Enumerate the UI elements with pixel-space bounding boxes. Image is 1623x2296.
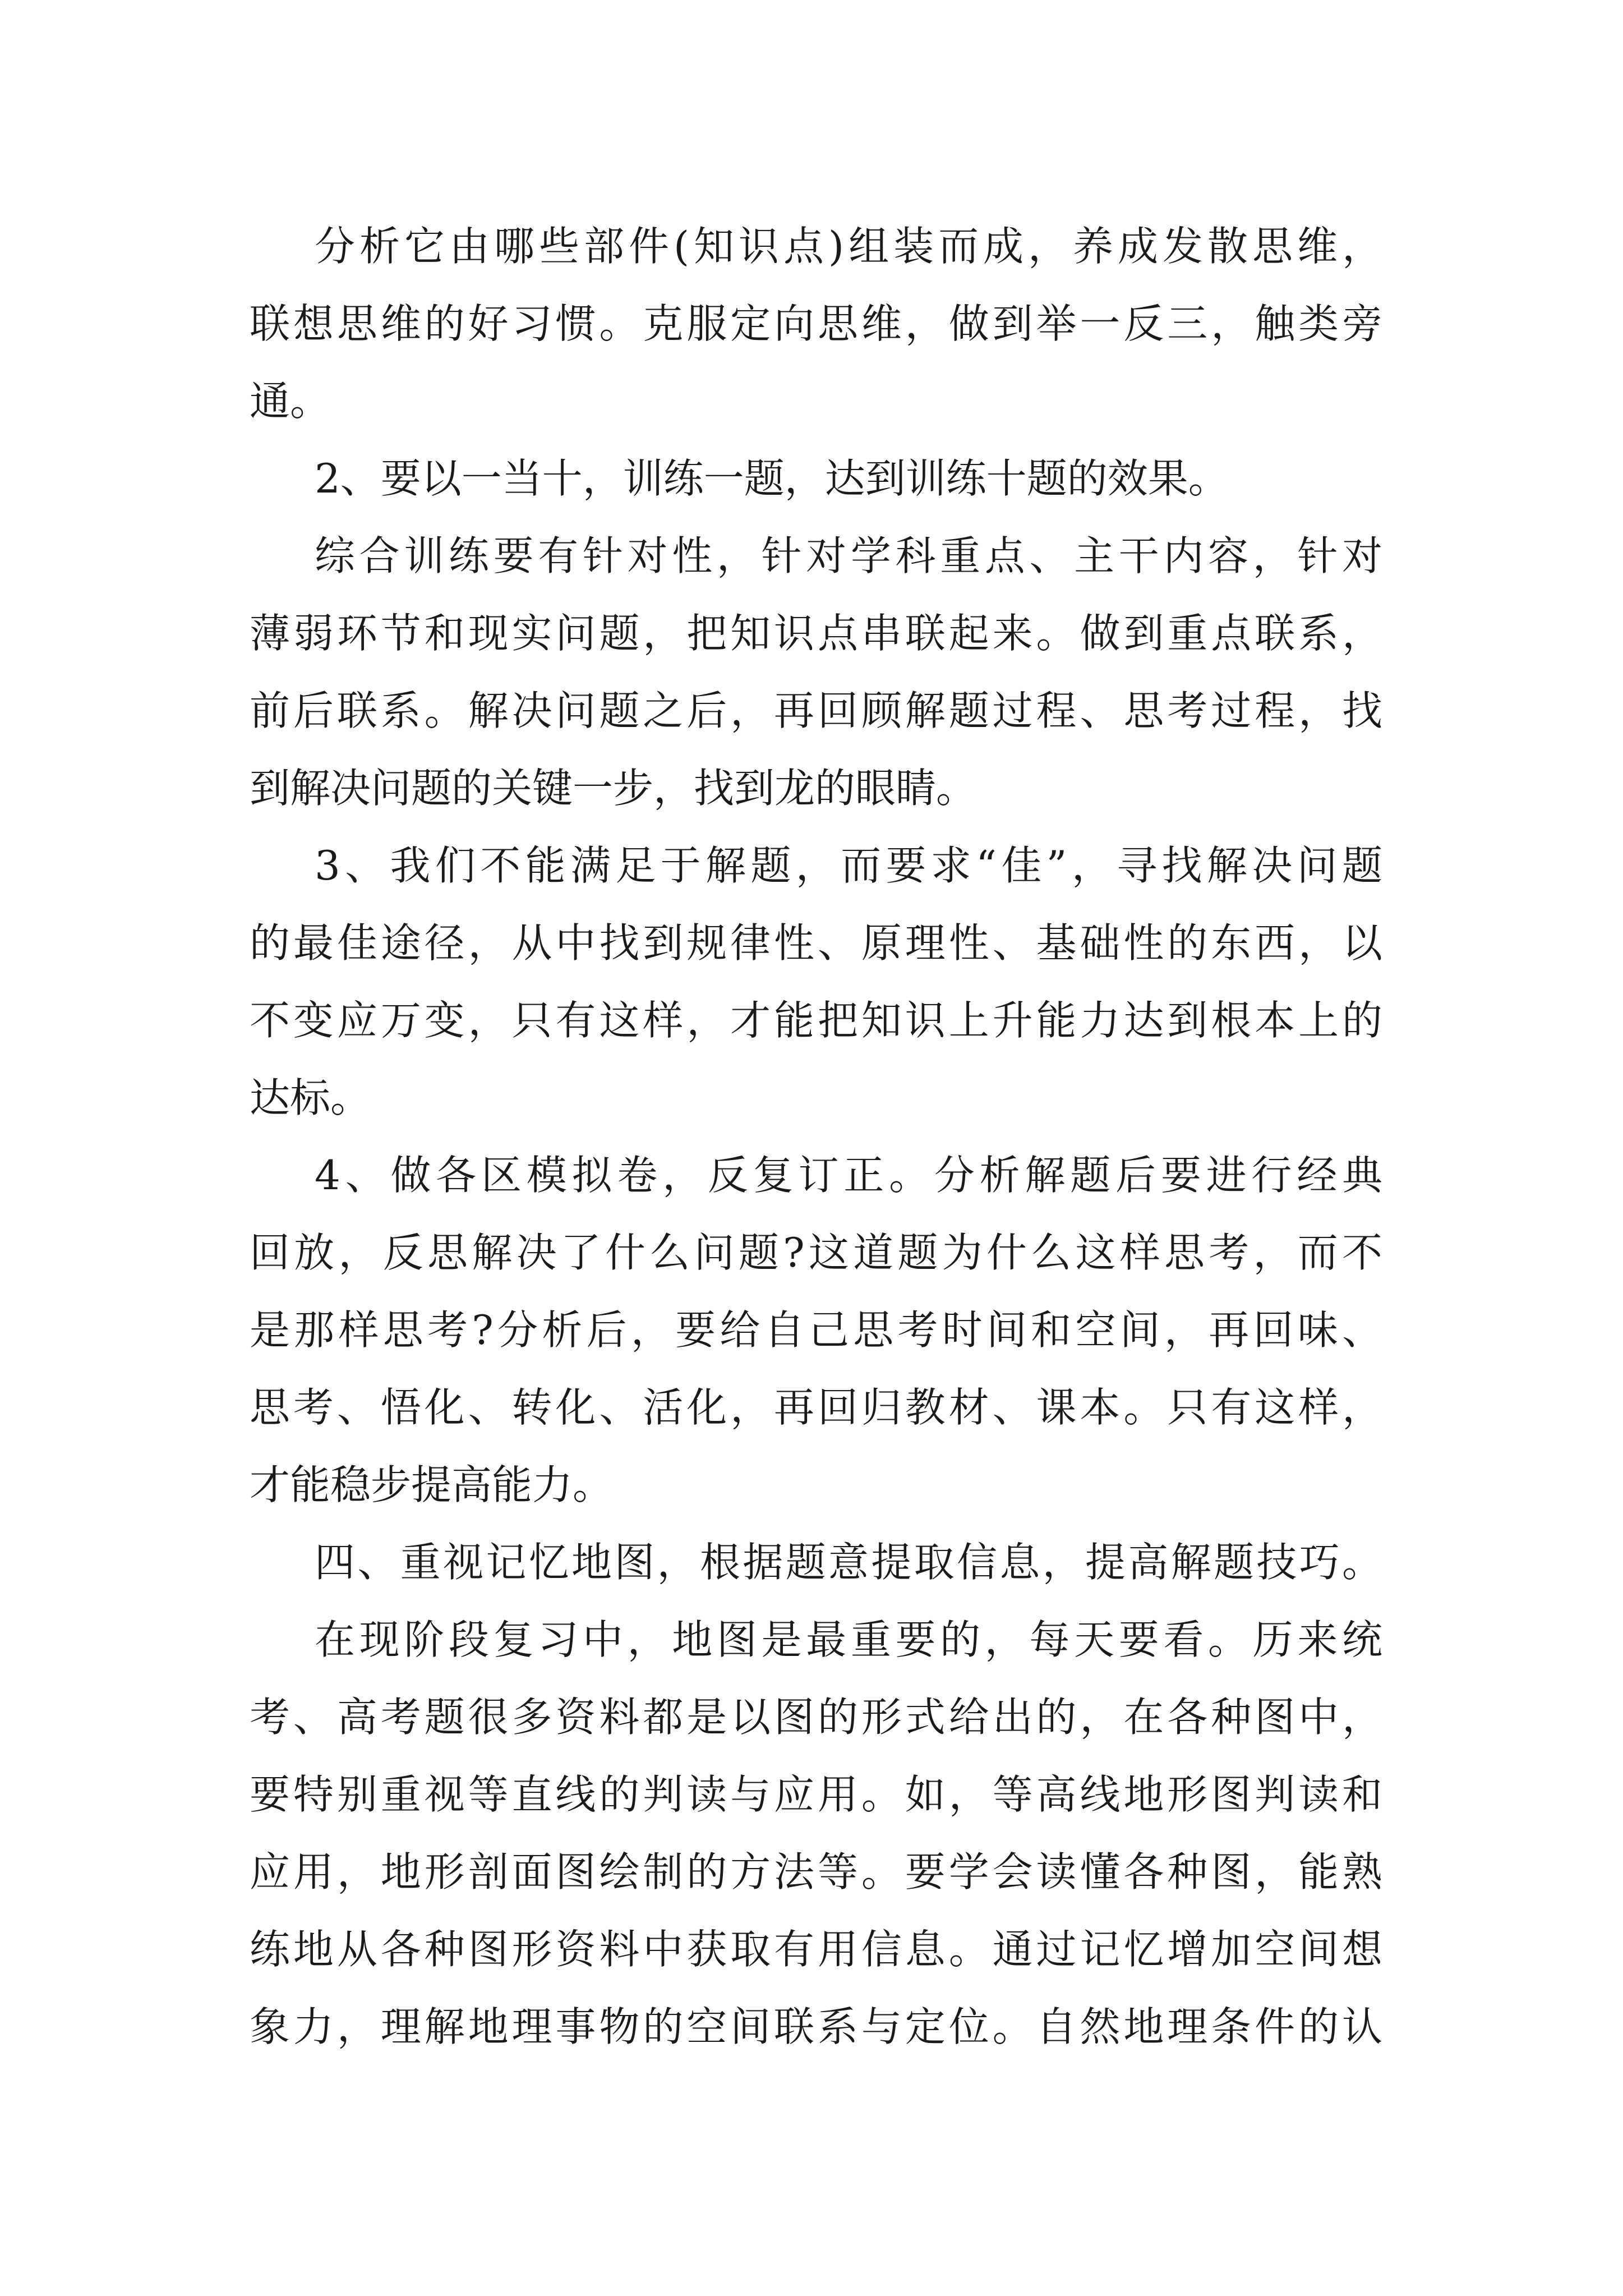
text-line: 要特别重视等直线的判读与应用。如，等高线地形图判读和: [250, 1771, 1382, 1818]
text-line: 是那样思考?分析后，要给自己思考时间和空间，再回味、: [250, 1306, 1382, 1354]
text-line: 到解决问题的关键一步，找到龙的眼睛。: [250, 765, 977, 812]
text-line: 前后联系。解决问题之后，再回顾解题过程、思考过程，找: [250, 687, 1382, 734]
text-line: 达标。: [250, 1074, 371, 1121]
text-line: 考、高考题很多资料都是以图的形式给出的，在各种图中，: [250, 1694, 1382, 1741]
text-line: 2、要以一当十，训练一题，达到训练十题的效果。: [315, 455, 1229, 502]
text-line: 练地从各种图形资料中获取有用信息。通过记忆增加空间想: [250, 1926, 1382, 1973]
text-line: 回放，反思解决了什么问题?这道题为什么这样思考，而不: [250, 1229, 1382, 1276]
text-line: 象力，理解地理事物的空间联系与定位。自然地理条件的认: [250, 2003, 1382, 2050]
text-line: 应用，地形剖面图绘制的方法等。要学会读懂各种图，能熟: [250, 1848, 1382, 1895]
text-line: 不变应万变，只有这样，才能把知识上升能力达到根本上的: [250, 997, 1382, 1044]
text-line: 分析它由哪些部件(知识点)组装而成，养成发散思维，: [315, 223, 1382, 270]
text-line: 联想思维的好习惯。克服定向思维，做到举一反三，触类旁: [250, 300, 1382, 347]
text-line: 4、做各区模拟卷，反复订正。分析解题后要进行经典: [315, 1152, 1382, 1199]
text-line: 才能稳步提高能力。: [250, 1461, 614, 1508]
text-line: 思考、悟化、转化、活化，再回归教材、课本。只有这样，: [250, 1384, 1382, 1431]
text-line: 在现阶段复习中，地图是最重要的，每天要看。历来统: [315, 1616, 1382, 1663]
text-line: 综合训练要有针对性，针对学科重点、主干内容，针对: [315, 532, 1382, 579]
text-line: 3、我们不能满足于解题，而要求“佳”，寻找解决问题: [315, 842, 1382, 889]
text-line: 四、重视记忆地图，根据题意提取信息，提高解题技巧。: [315, 1539, 1382, 1586]
text-line: 的最佳途径，从中找到规律性、原理性、基础性的东西，以: [250, 919, 1382, 967]
body-text: [250, 208, 1382, 2065]
text-line: 通。: [250, 378, 331, 425]
text-line: 薄弱环节和现实问题，把知识点串联起来。做到重点联系，: [250, 610, 1382, 657]
